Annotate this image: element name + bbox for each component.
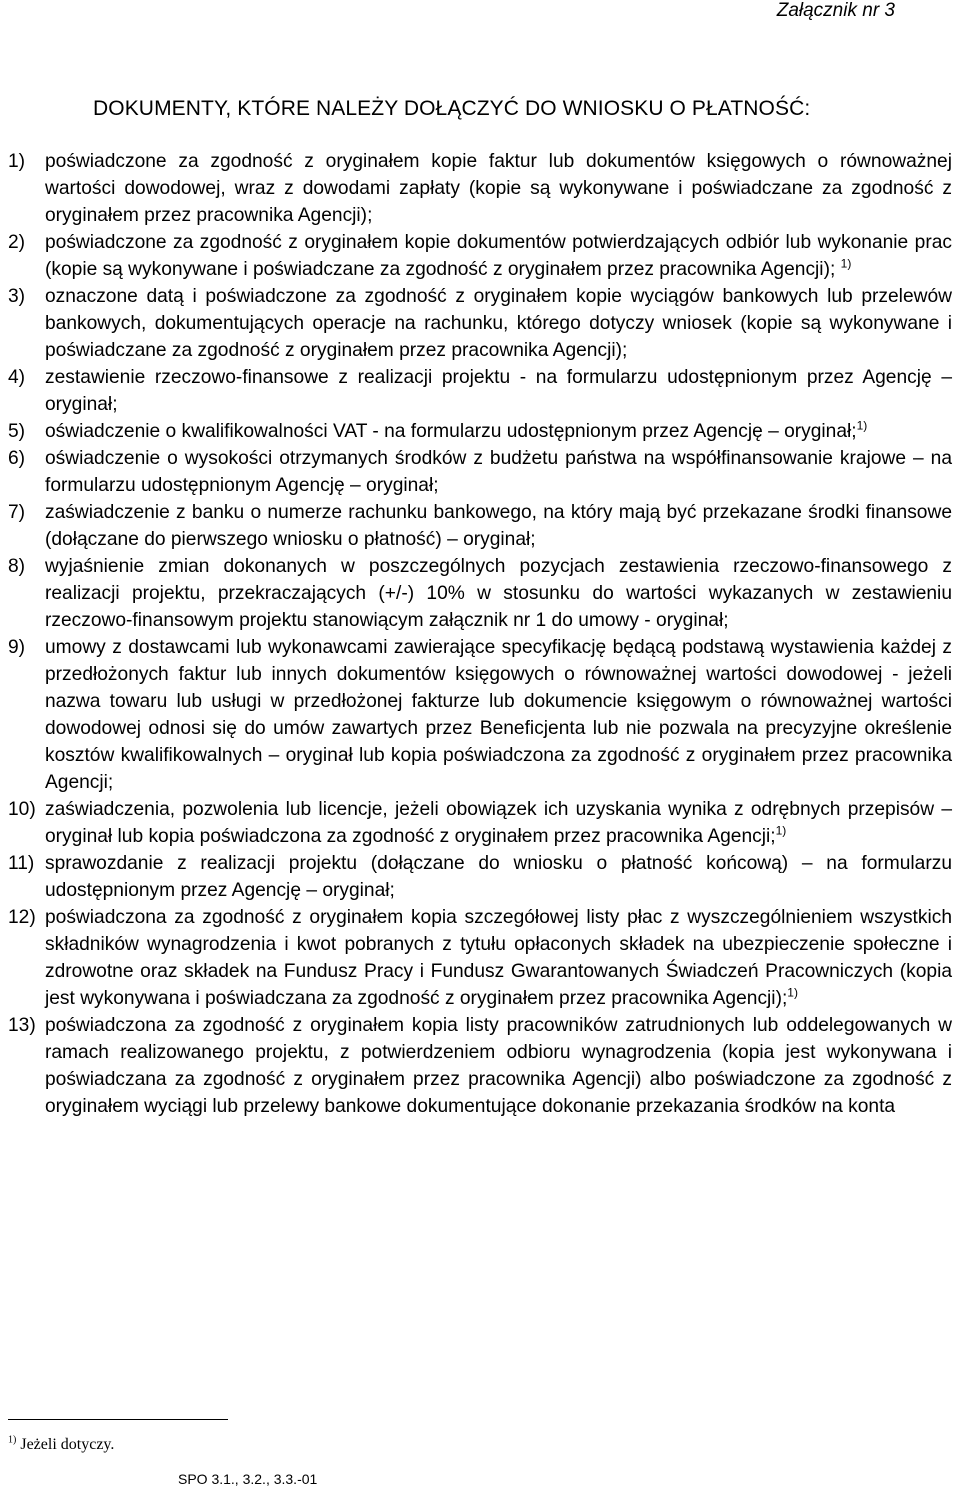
footnote-ref: 1) bbox=[840, 256, 852, 271]
item-text: poświadczona za zgodność z oryginałem kopia listy pracowników zatrudnionych lub oddelegowanych w ramach realizowanego projektu, z potwierdzeniem odbioru wynagrodzenia (kopia jest wykonywana i poświadczana za zgodność z oryginałem przez pracownika Agencji) albo poświadczone za zgodność z oryginałem wyciągi lub przelewy bankowe dokumentujące dokonanie przekazania środków na konta bbox=[45, 1015, 952, 1117]
item-number: 11) bbox=[8, 853, 35, 874]
footnote-ref: 1) bbox=[775, 823, 787, 838]
item-text: oświadczenie o wysokości otrzymanych środków z budżetu państwa na współfinansowanie krajowe – na formularzu udostępnionym Agencję – oryginał; bbox=[45, 448, 952, 496]
item-text: oświadczenie o kwalifikowalności VAT - na formularzu udostępnionym przez Agencję – oryginał;$^{1)}$ bbox=[45, 418, 868, 442]
item-number: 6) bbox=[8, 448, 26, 469]
item-text: poświadczone za zgodność z oryginałem kopie dokumentów potwierdzających odbiór lub wykonanie prac (kopie są wykonywane i poświadczane za zgodność z oryginałem przez pracownika Agencji); $^{1)}$ bbox=[45, 232, 952, 280]
item-text: oznaczone datą i poświadczone za zgodność z oryginałem kopie wyciągów bankowych lub przelewów bankowych, dokumentujących operacje na rachunku, którego dotyczy wniosek (kopie są wykonywane i poświadczane za zgodność z oryginałem przez pracownika Agencji); bbox=[45, 286, 952, 361]
item-number: 10) bbox=[8, 799, 36, 820]
list-item bbox=[8, 418, 952, 445]
footnote bbox=[8, 1434, 114, 1456]
item-number: 1) bbox=[8, 151, 26, 172]
footnote-mark: 1) bbox=[8, 1434, 17, 1446]
list-item bbox=[8, 634, 952, 796]
item-number: 3) bbox=[8, 286, 26, 307]
item-number: 4) bbox=[8, 367, 26, 388]
item-number: 8) bbox=[8, 556, 26, 577]
list-item bbox=[8, 553, 952, 634]
item-number: 12) bbox=[8, 907, 36, 928]
list-item bbox=[8, 1012, 952, 1120]
item-text: umowy z dostawcami lub wykonawcami zawierające specyfikację będącą podstawą wystawienia każdej z przedłożonych faktur lub innych dokumentów księgowych o równoważnej wartości dowodowej - jeżeli nazwa towaru lub usługi w przedłożonej fakturze lub dokumencie księgowym o równoważnej wartości dowodowej odnosi się do umów zawartych przez Beneficjenta lub nie pozwala na precyzyjne określenie kosztów kwalifikowalnych – oryginał lub kopia poświadczona za zgodność z oryginałem przez pracownika Agencji; bbox=[45, 637, 952, 793]
item-number: 13) bbox=[8, 1015, 36, 1036]
documents-list bbox=[8, 148, 952, 1120]
document-title: DOKUMENTY, KTÓRE NALEŻY DOŁĄCZYĆ DO WNIOSKU O PŁATNOŚĆ: bbox=[93, 97, 811, 120]
footnote-text: Jeżeli dotyczy. bbox=[20, 1436, 115, 1453]
list-item bbox=[8, 904, 952, 1012]
item-number: 7) bbox=[8, 502, 26, 523]
item-text: poświadczone za zgodność z oryginałem kopie faktur lub dokumentów księgowych o równoważnej wartości dowodowej, wraz z dowodami zapłaty (kopie są wykonywane i poświadczane za zgodność z oryginałem przez pracownika Agencji); bbox=[45, 151, 952, 226]
list-item bbox=[8, 229, 952, 283]
annex-label: Załącznik nr 3 bbox=[776, 0, 895, 21]
list-item bbox=[8, 796, 952, 850]
list-item bbox=[8, 364, 952, 418]
item-text: zaświadczenia, pozwolenia lub licencje, jeżeli obowiązek ich uzyskania wynika z odrębnych przepisów – oryginał lub kopia poświadczona za zgodność z oryginałem przez pracownika Agencji;$^{1)}$ bbox=[45, 799, 952, 847]
item-text: poświadczona za zgodność z oryginałem kopia szczegółowej listy płac z wyszczególnieniem wszystkich składników wynagrodzenia i kwot pobranych z tytułu opłaconych składek na ubezpieczenie społeczne i zdrowotne oraz składek na Fundusz Pracy i Fundusz Gwarantowanych Świadczeń Pracowniczych (kopia jest wykonywana i poświadczana za zgodność z oryginałem przez pracownika Agencji);$^{1)}$ bbox=[45, 907, 952, 1009]
item-text: sprawozdanie z realizacji projektu (dołączane do wniosku o płatność końcową) – na formularzu udostępnionym przez Agencję – oryginał; bbox=[45, 853, 952, 901]
list-item bbox=[8, 499, 952, 553]
page-footer: SPO 3.1., 3.2., 3.3.-01 bbox=[178, 1471, 318, 1487]
list-item bbox=[8, 445, 952, 499]
list-item bbox=[8, 850, 952, 904]
item-text: zaświadczenie z banku o numerze rachunku bankowego, na który mają być przekazane środki finansowe (dołączane do pierwszego wniosku o płatność) – oryginał; bbox=[45, 502, 952, 550]
footnote-ref: 1) bbox=[856, 418, 868, 433]
list-item bbox=[8, 283, 952, 364]
footnote-divider bbox=[8, 1419, 228, 1420]
item-text: zestawienie rzeczowo-finansowe z realizacji projektu - na formularzu udostępnionym przez Agencję – oryginał; bbox=[45, 367, 952, 415]
item-text: wyjaśnienie zmian dokonanych w poszczególnych pozycjach zestawienia rzeczowo-finansowego z realizacji projektu, przekraczających (+/-) 10% w stosunku do wartości wykazanych w zestawieniu rzeczowo-finansowym projektu stanowiącym załącznik nr 1 do umowy - oryginał; bbox=[45, 556, 952, 631]
item-number: 2) bbox=[8, 232, 26, 253]
list-item bbox=[8, 148, 952, 229]
item-number: 9) bbox=[8, 637, 26, 658]
item-number: 5) bbox=[8, 421, 26, 442]
footnote-ref: 1) bbox=[787, 985, 798, 1000]
